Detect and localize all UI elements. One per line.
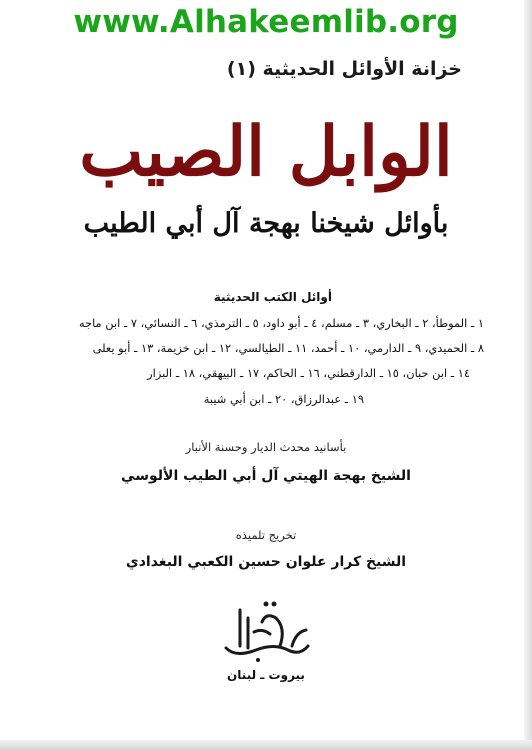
takhrij-label: تخريج تلميذه [235,528,297,542]
watermark-url: www.Alhakeemlib.org [73,4,459,40]
books-list [0,392,532,406]
series-title: خزانة الأوائل الحديثية (١) [226,58,462,80]
books-list [0,341,532,355]
shaykh-name: الشيخ بهجة الهيتي آل أبي الطيب الألوسي [121,468,411,484]
main-title: الوابل الصيب [79,112,453,192]
books-line: ٨ ـ الحميدي، ٩ ـ الدارمي، ١٠ ـ أحمد، ١١ ـ الطيالسي، ١٢ ـ ابن خزيمة، ١٣ ـ أبو يعلى [92,341,484,355]
books-list [0,316,532,330]
publisher-city: بيروت ـ لبنان [227,668,305,682]
books-line: ١٤ ـ ابن حبان، ١٥ ـ الدارقطني، ١٦ ـ الحاكم، ١٧ ـ البيهقي، ١٨ ـ البزار [147,366,470,380]
page-edge-bottom [0,740,532,750]
books-line: ١٩ ـ عبدالرزاق، ٢٠ ـ ابن أبي شيبة [203,392,364,406]
books-line: ١ ـ الموطأ، ٢ ـ البخاري، ٣ ـ مسلم، ٤ ـ أبو داود، ٥ ـ الترمذي، ٦ ـ النسائي، ٧ ـ ابن ماجه [78,316,484,330]
books-list [0,366,532,380]
publisher-logo-icon [196,588,336,668]
student-name: الشيخ كرار علوان حسين الكعبي البغدادي [125,554,407,570]
chain-label: بأسانيد محدث الديار وحسنة الأنبار [185,440,347,454]
books-heading: أوائل الكتب الحديثية [213,290,332,304]
subtitle: بأوائل شيخنا بهجة آل أبي الطيب [83,208,449,239]
